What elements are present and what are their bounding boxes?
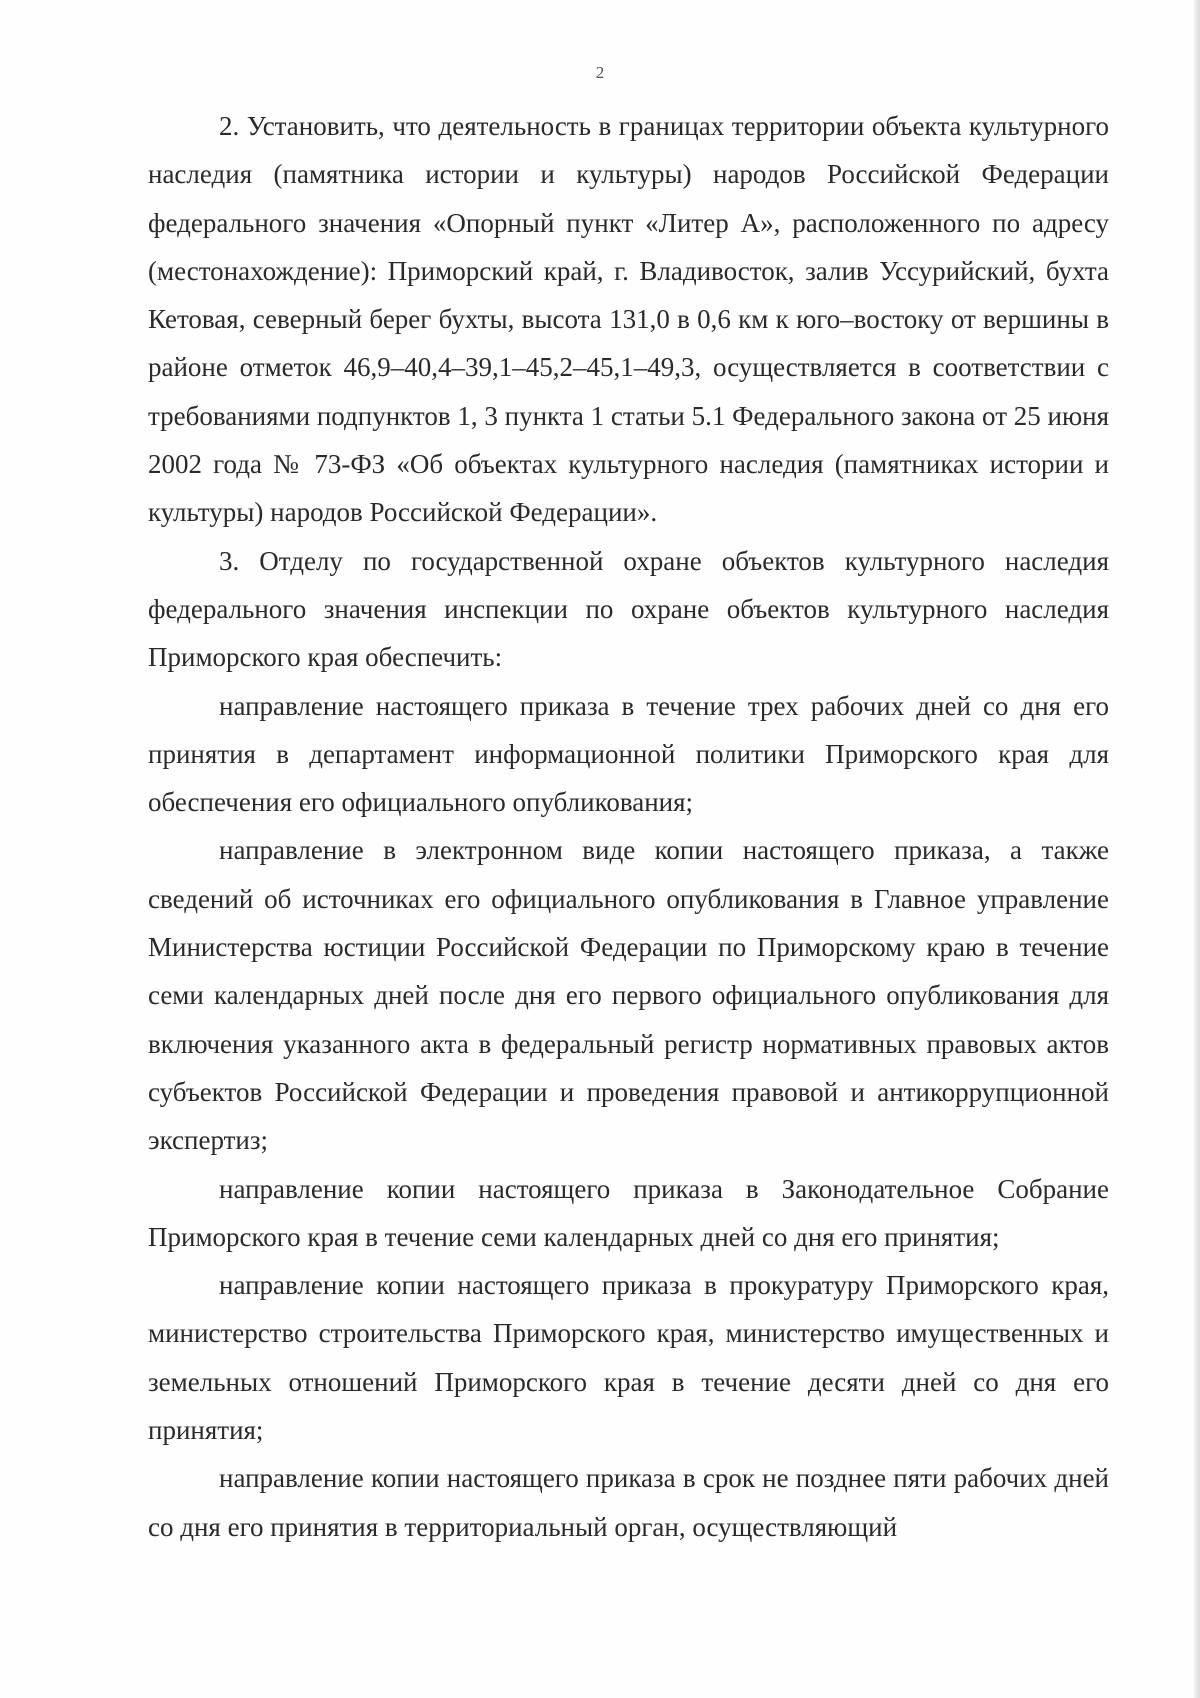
document-body	[148, 102, 1109, 1551]
paragraph-item-2: 2. Установить, что деятельность в границах территории объекта культурного наследия (памятника истории и культуры) народов Российской Федерации федерального значения «Опорный пункт «Литер А», расположенного по адресу (местонахождение): Приморский край, г. Владивосток, залив Уссурийский, бухта Кетовая, северный берег бухты, высота 131,0 в 0,6 км к юго–востоку от вершины в районе отметок 46,9–40,4–39,1–45,2–45,1–49,3, осуществляется в соответствии с требованиями подпунктов 1, 3 пункта 1 статьи 5.1 Федерального закона от 25 июня 2002 года № 73-ФЗ «Об объектах культурного наследия (памятниках истории и культуры) народов Российской Федерации».	[148, 111, 1109, 528]
paragraph-ministry-of-justice: направление в электронном виде копии настоящего приказа, а также сведений об источниках его официального опубликования в Главное управление Министерства юстиции Российской Федерации по Приморскому краю в течение семи календарных дней после дня его первого официального опубликования для включения указанного акта в федеральный регистр нормативных правовых актов субъектов Российской Федерации и проведения правовой и антикоррупционной экспертиз;	[148, 835, 1109, 1156]
paragraph-prosecutor-and-ministries: направление копии настоящего приказа в прокуратуру Приморского края, министерство строительства Приморского края, министерство имущественных и земельных отношений Приморского края в течение десяти дней со дня его принятия;	[148, 1270, 1109, 1446]
page-number: 2	[595, 63, 605, 82]
paragraph-territorial-body: направление копии настоящего приказа в срок не позднее пяти рабочих дней со дня его принятия в территориальный орган, осуществляющий	[148, 1463, 1109, 1542]
paragraph-publication-department: направление настоящего приказа в течение трех рабочих дней со дня его принятия в департамент информационной политики Приморского края для обеспечения его официального опубликования;	[148, 690, 1109, 818]
paragraph-legislative-assembly: направление копии настоящего приказа в Законодательное Собрание Приморского края в течение семи календарных дней со дня его принятия;	[148, 1173, 1109, 1252]
paragraph-item-3: 3. Отделу по государственной охране объектов культурного наследия федерального значения инспекции по охране объектов культурного наследия Приморского края обеспечить:	[148, 545, 1109, 673]
page-edge-shadow	[1194, 0, 1200, 1698]
